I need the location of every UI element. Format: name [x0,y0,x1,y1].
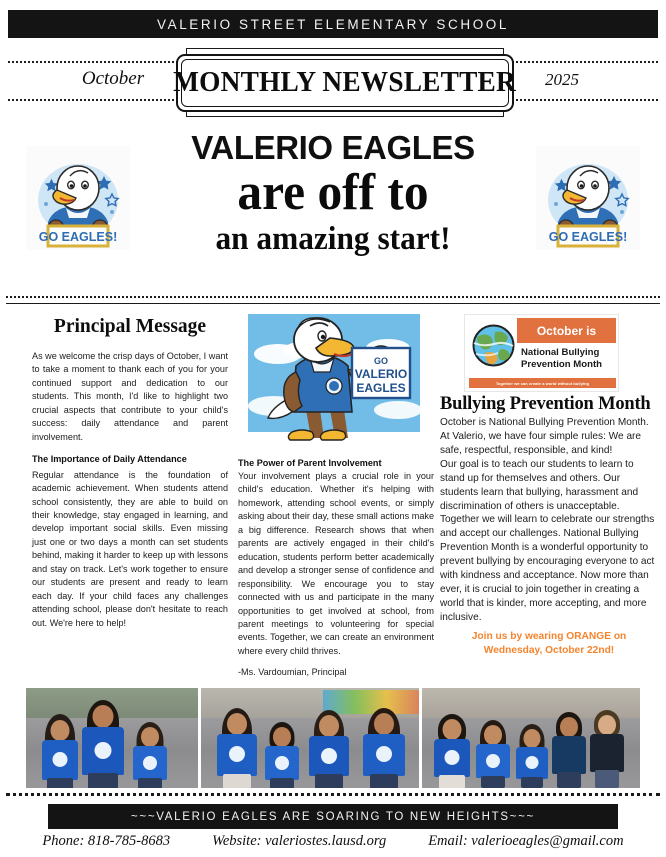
column-principal-message [32,312,228,639]
bullying-prevention-banner [464,314,619,392]
cta-line-2: Wednesday, October 22nd! [483,644,615,656]
valerio-eagle-mascot-icon [248,314,420,452]
eagle-mascot-icon [536,146,640,250]
student-figure [588,710,626,788]
column-bullying-prevention [440,312,658,657]
student-figure [514,724,550,788]
column-parent-involvement [238,312,434,677]
student-figure [263,722,301,788]
masthead [8,50,658,115]
banner-main-text: National Bullying Prevention Month [521,347,603,370]
orange-day-call-to-action [440,630,658,658]
bullying-paragraph-2: Our goal is to teach our students to learn to stand up for themselves and others. Our students learn that bullying, harassment and discrimination of others is unacceptable. [440,458,639,512]
student-figure [80,700,126,788]
student-photo-strip [26,688,640,788]
banner-tagline-bar [469,378,616,388]
issue-month: October [81,68,145,89]
student-figure [40,714,80,788]
daily-attendance-paragraph: Regular attendance is the foundation of academic achievement. When students attend school consistently, they are able to build on their knowledge, stay engaged in learning, and develop important social skills. Even missing just one or two days a month can set students behind, making it harder to keep up with lessons and stay on track. Let's work together to ensure our students are present and ready to learn each day. If your child faces any challenges attending school, please don't hesitate to reach out. We're here to help! [32,469,228,628]
bullying-paragraph-1: October is National Bullying Prevention Month. At Valerio, we have four simple rules: We are safe, respectful, responsible, and kind! [440,417,649,456]
principal-signature: -Ms. Vardoumian, Principal [238,667,347,678]
content-columns [0,312,666,690]
bullying-prevention-body [440,416,658,625]
footer-divider [6,793,660,796]
contact-email[interactable]: Email: valerioeagles@gmail.com [428,833,624,849]
issue-year: 2025 [545,70,579,89]
contact-website[interactable]: Website: valeriostes.lausd.org [212,833,387,849]
svg-text:GO EAGLES!: GO EAGLES! [548,230,628,244]
eagle-logo-right [536,146,640,250]
student-figure [307,710,351,788]
hero-headline-line1: VALERIO EAGLES [191,129,475,166]
bullying-paragraph-3: Together we will learn to celebrate our strengths and accept our challenges. National Bullying Prevention Month is a wonderful opportunity to prevent bullying by encouraging everyone to act with kindness and acceptance. Now more than ever, it is crucial to join together in creating a world that is kinder, more accepting, and more inclusive. [440,514,655,623]
footer-banner-text: ~~~VALERIO EAGLES ARE SOARING TO NEW HEIGHTS~~~ [131,810,535,823]
student-photo-3 [422,688,640,788]
eagle-mascot-illustration [248,314,420,452]
student-figure [550,712,588,788]
hero-divider [6,296,660,305]
contact-info-row [0,833,666,850]
cta-line-1: Join us by wearing ORANGE on [471,630,627,642]
contact-phone: Phone: 818-785-8683 [42,833,171,849]
student-figure [215,708,259,788]
newsletter-title: MONTHLY NEWSLETTER [173,67,517,98]
school-name-text: VALERIO STREET ELEMENTARY SCHOOL [156,16,510,32]
banner-october-is-text: October is [536,323,597,338]
svg-text:GO EAGLES!: GO EAGLES! [38,230,118,244]
banner-tagline-text: Together we can create a world without bullying [495,380,590,386]
parent-involvement-paragraph: Your involvement plays a crucial role in your child's education. Whether it's helping with homework, attending school events, or simply asking about their day, these small actions make a big difference. Research shows that when parents are actively engaged in their child's education, students perform better academically and develop a stronger sense of confidence and responsibility. We encourage you to stay connected with us and participate in the many opportunities to get involved at school, from parent meetings to volunteering for special events. Together, we can create an environment where every child thrives. [238,471,434,656]
student-figure [432,714,472,788]
principal-message-body [32,350,228,630]
student-figure [474,720,512,788]
school-name-banner [8,10,658,38]
svg-text:EAGLES: EAGLES [356,381,406,395]
parent-involvement-body [238,470,434,658]
hero-headline-line3: an amazing start! [215,220,451,257]
daily-attendance-subheading: The Importance of Daily Attendance [32,454,187,465]
eagle-mascot-icon [26,146,130,250]
principal-intro-paragraph: As we welcome the crisp days of October, I want to take a moment to thank each of you for your continued support and dedication to our students. This month, I'd like to highlight two crucial aspects that contribute to your child's success: daily attendance and parent involvement. [32,351,228,442]
student-figure [130,722,170,788]
hero-headline-group [145,120,521,256]
principal-message-heading: Principal Message [53,316,207,337]
footer-banner [48,804,618,829]
bullying-prevention-heading: Bullying Prevention Month [440,394,651,414]
student-photo-1 [26,688,198,788]
parent-involvement-subheading: The Power of Parent Involvement [238,458,382,468]
student-photo-2 [201,688,419,788]
eagle-logo-left [26,146,130,250]
student-figure [361,708,407,788]
globe-icon [471,323,516,368]
hero-section [0,120,666,295]
hero-headline-line2: are off to [237,163,429,221]
masthead-title-inner-frame [173,59,517,107]
svg-text:VALERIO: VALERIO [354,367,408,381]
masthead-title-box [173,54,517,112]
svg-text:GO: GO [373,356,389,366]
